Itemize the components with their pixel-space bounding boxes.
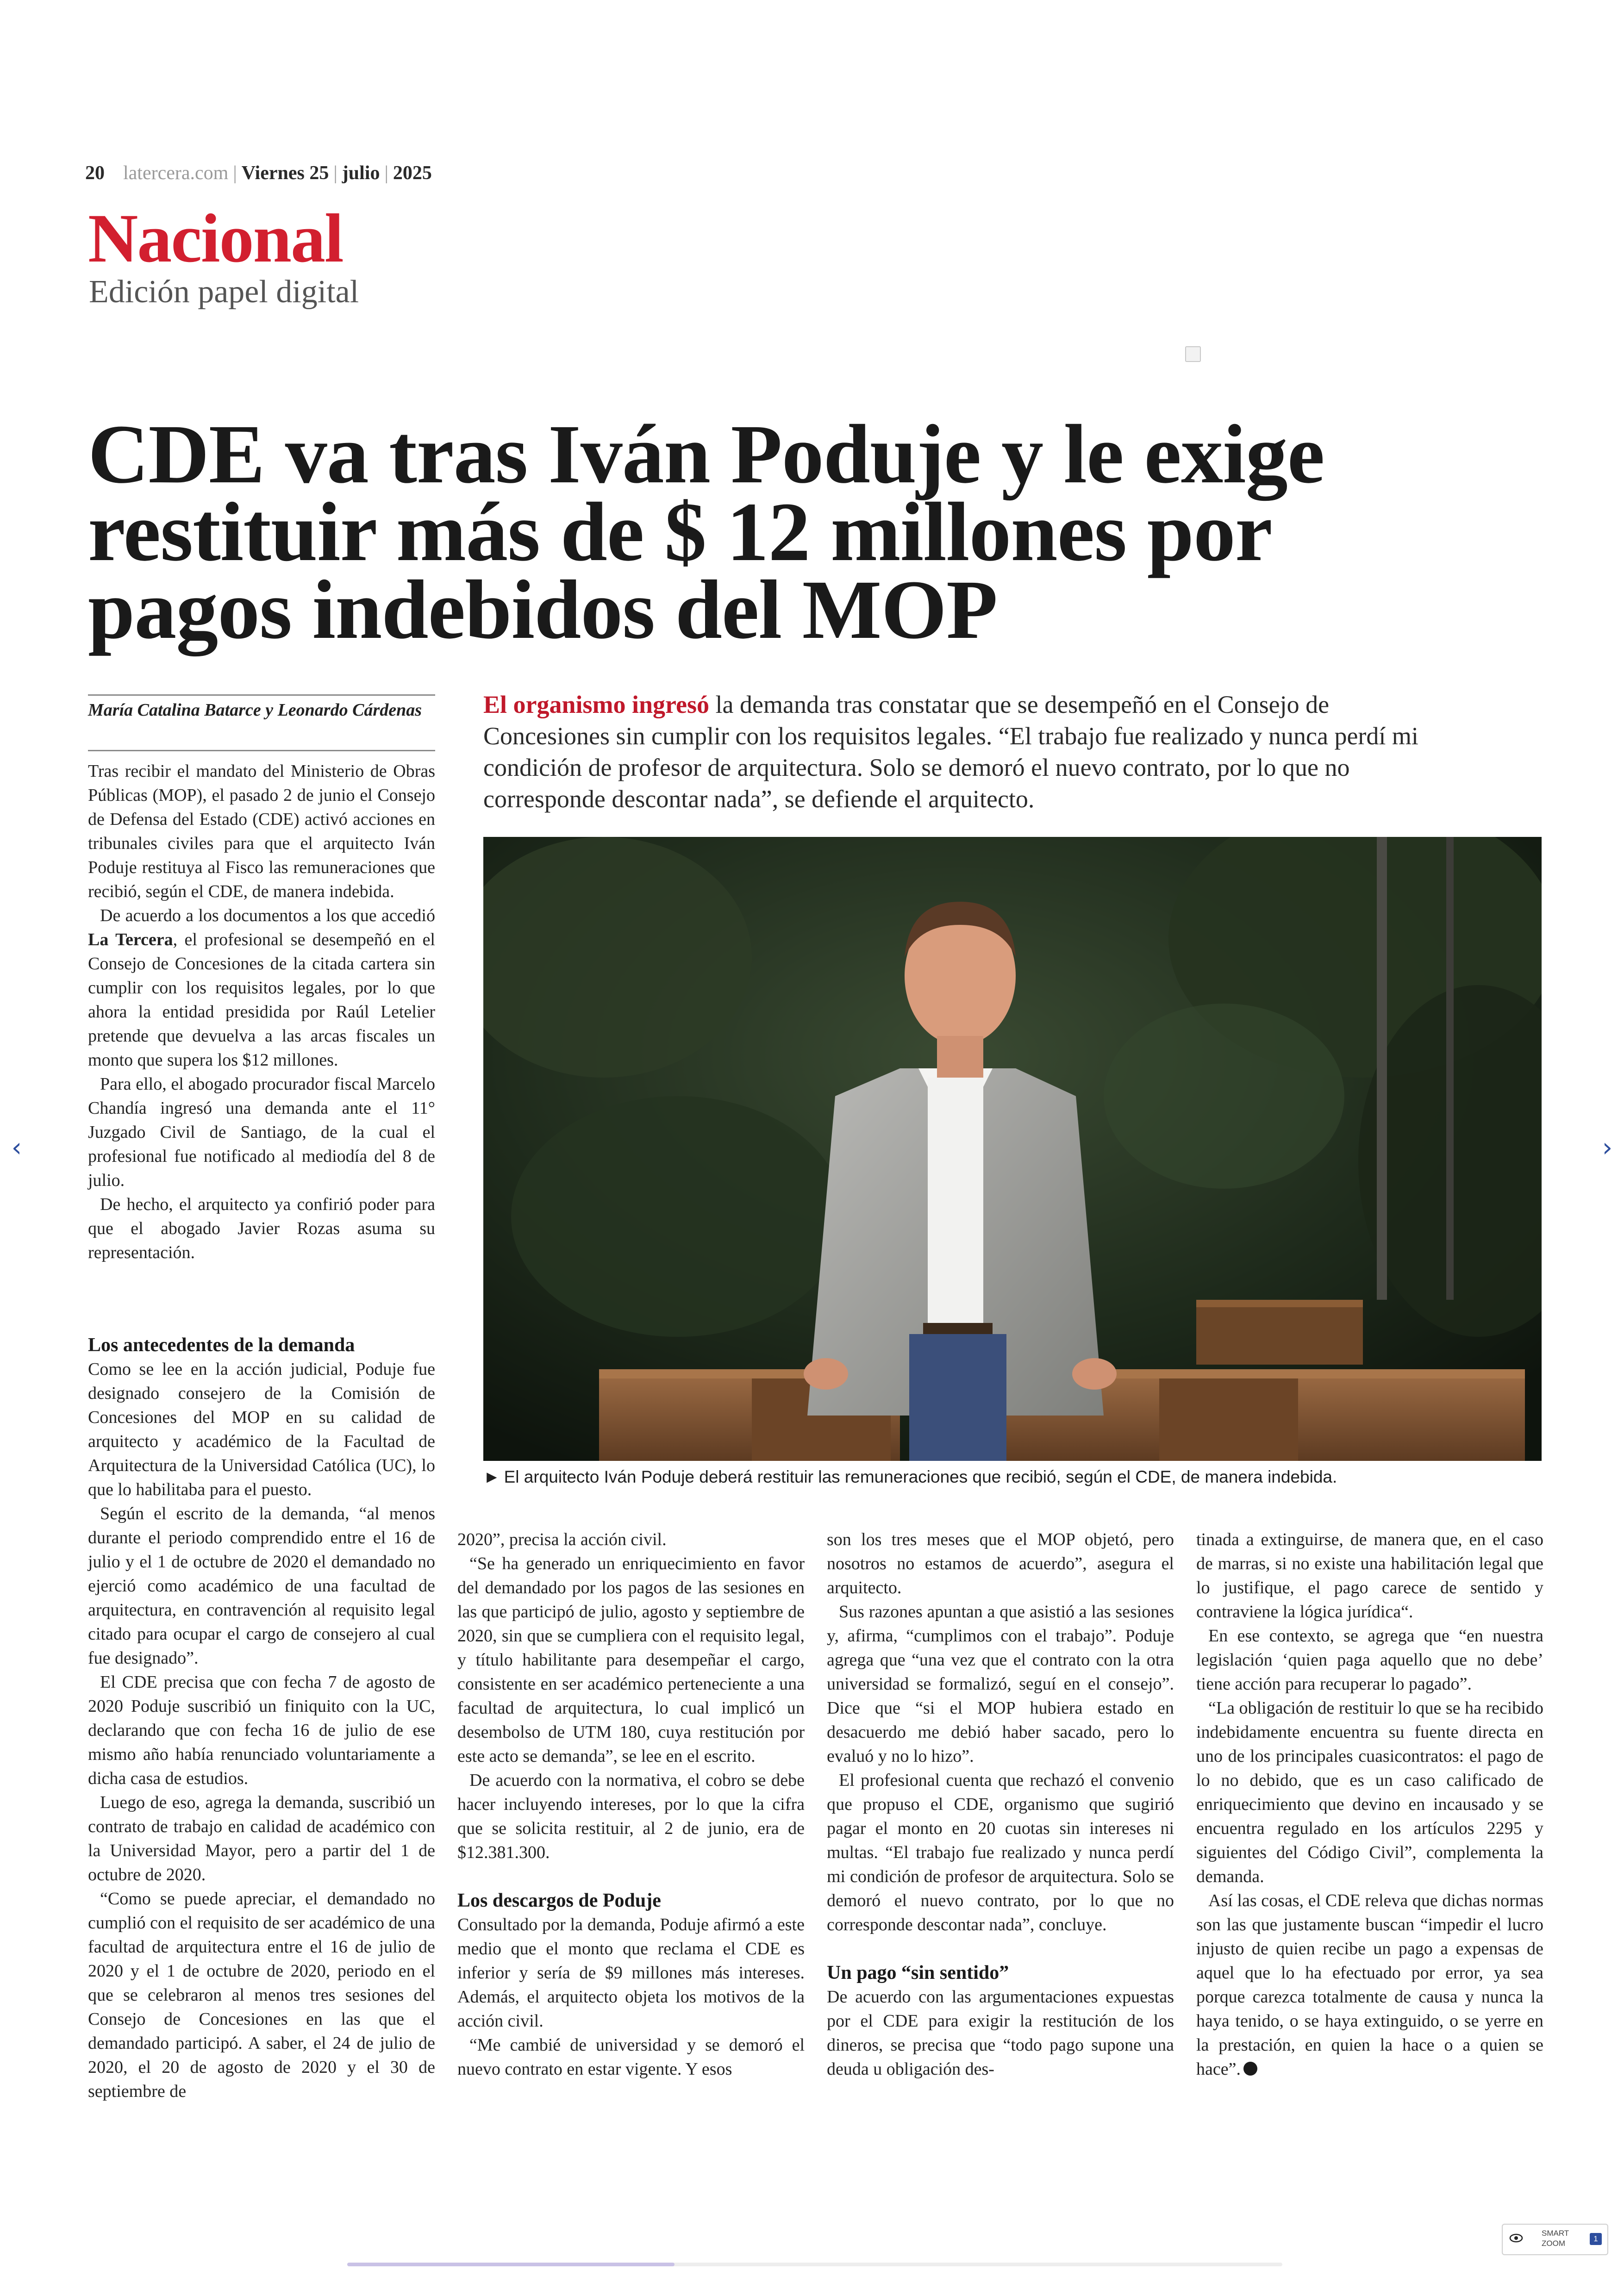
paragraph: “La obligación de restituir lo que se ha recibido indebidamente encuentra su fuente directa en uno de los principales cuasicontratos: el pago de lo no debido, que es un caso calificado de enriquecimiento que devino en incausado y se encuentra regulado en los artículos 2295 y siguientes del Código Civil”, complementa la demanda. <box>1196 1698 1543 1886</box>
paragraph: De hecho, el arquitecto ya confirió poder para que el abogado Javier Rozas asuma su representación. <box>88 1195 435 1262</box>
chevron-left-icon: ‹ <box>11 1133 22 1163</box>
paragraph: 2020”, precisa la acción civil. <box>457 1530 667 1549</box>
paragraph <box>1196 1889 1543 2081</box>
paragraph <box>88 904 435 1072</box>
eye-icon <box>1509 2231 1523 2245</box>
paragraph: Tras recibir el mandato del Ministerio de Obras Públicas (MOP), el pasado 2 de junio el Consejo de Defensa del Estado (CDE) activó acciones en tribunales civiles para que el arquitecto Iván Poduje restituya al Fisco las remuneraciones que recibió, según el CDE, de manera indebida. <box>88 761 435 901</box>
page-marker-icon[interactable] <box>1185 346 1201 362</box>
paragraph: “Como se puede apreciar, el demandado no cumplió con el requisito de ser académico de una facultad de arquitectura entre el 16 de julio de 2020 y el 1 de octubre de 2020, periodo en el que se celebraron al menos tres sesiones del Consejo de Concesiones en las que el demandado participó. A saber, el 24 de julio de 2020, el 20 de agosto de 2020 y el 30 de septiembre de <box>88 1889 435 2101</box>
paragraph: El profesional cuenta que rechazó el convenio que propuso el CDE, organismo que sugirió pagar el monto en 20 cuotas sin intereses ni multas. “El trabajo fue realizado y nunca perdí mi condición de profesor de arquitectura. Solo se demoró el nuevo contrato, por lo que no corresponde descontar nada”, concluye. <box>827 1771 1174 1934</box>
byline-rule-top <box>88 694 435 696</box>
section-title: Nacional <box>88 200 343 277</box>
article-photo <box>483 837 1542 1461</box>
paragraph: son los tres meses que el MOP objetó, pero nosotros no estamos de acuerdo”, asegura el arquitecto. <box>827 1530 1174 1597</box>
smart-zoom-label: SMART ZOOM <box>1542 2229 1569 2248</box>
page-folio <box>85 162 432 184</box>
byline: María Catalina Batarce y Leonardo Cárdenas <box>88 700 422 720</box>
paragraph: Como se lee en la acción judicial, Poduje fue designado consejero de la Comisión de Concesiones del MOP en su calidad de arquitecto y académico de la Facultad de Arquitectura de la Universidad Católica (UC), lo que lo habilitaba para el puesto. <box>88 1360 435 1499</box>
column-1-bottom <box>88 1333 435 2103</box>
column-1-top <box>88 759 435 1265</box>
paragraph: Sus razones apuntan a que asistió a las sesiones y, afirma, “cumplimos con el trabajo”. Poduje agrega que “una vez que el contrato con la otra universidad se formalizó, seguí en el consejo”. Dice que “si el MOP hubiera estado en desacuerdo me debió haber sacado, pero lo evaluó y no lo hizo”. <box>827 1602 1174 1766</box>
photo-caption <box>483 1466 1543 1488</box>
caption-text: El arquitecto Iván Poduje deberá restituir las remuneraciones que recibió, según el CDE, de manera indebida. <box>504 1467 1337 1486</box>
paragraph: Para ello, el abogado procurador fiscal Marcelo Chandía ingresó una demanda ante el 11° Juzgado Civil de Santiago, de la cual el profesional fue notificado al mediodía del 8 de julio. <box>88 1074 435 1190</box>
date-day: Viernes 25 <box>241 162 329 184</box>
paragraph: Según el escrito de la demanda, “al menos durante el periodo comprendido entre el 16 de julio y el 1 de octubre de 2020 el demandado no ejerció como académico de una facultad de arquitectura, en contravención al requisito legal citado para ocupar el cargo de consejero al cual fue designado”. <box>88 1504 435 1668</box>
next-page-button[interactable] <box>1593 1129 1621 1166</box>
column-3 <box>827 1528 1174 2081</box>
headline: CDE va tras Iván Poduje y le exige restituir más de $ 12 millones por pagos indebidos del MOP <box>88 408 1324 656</box>
paragraph: “Se ha generado un enriquecimiento en favor del demandado por los pagos de las sesiones en las que participó de julio, agosto y septiembre de 2020, sin que se cumpliera con el requisito legal, y título habilitante para desempeñar el cargo, consistente en ser académico perteneciente a una facultad de arquitectura, lo cual implicó un desembolso de UTM 180, cuya restitución por este acto se demanda”, se lee en el escrito. <box>457 1554 805 1766</box>
scroll-progress-fill <box>347 2263 675 2266</box>
paragraph: De acuerdo con las argumentaciones expuestas por el CDE para exigir la restitución de los dineros, se precisa que “todo pago supone una deuda u obligación des- <box>827 1987 1174 2079</box>
paragraph: Consultado por la demanda, Poduje afirmó a este medio que el monto que reclama el CDE es inferior y sería de $9 millones más intereses. Además, el arquitecto objeta los motivos de la acción civil. <box>457 1915 805 2031</box>
divider: | <box>233 162 237 184</box>
byline-rule-bottom <box>88 750 435 751</box>
portrait-illustration <box>483 837 1542 1461</box>
paragraph-text: Así las cosas, el CDE releva que dichas normas son las que justamente buscan “impedir el lucro injusto de quien recibe un pago a expensas de aquel que lo ha efectuado por error, ya sea porque carezca totalmente de causa y nunca la haya tenido, o se haya extinguido, o se yerre en la prestación, en quien la hace o a quien se hace”. <box>1196 1891 1543 2079</box>
paragraph-text: De acuerdo a los documentos a los que accedió <box>100 906 435 925</box>
paragraph-text: , el profesional se desempeñó en el Consejo de Concesiones de la citada cartera sin cumplir con los requisitos legales, por lo que ahora la entidad presidida por Raúl Letelier pretende que devuelva a las arcas fiscales un monto que supera los $12 millones. <box>88 930 435 1070</box>
date-month: julio <box>342 162 380 184</box>
lead-highlight: El organismo ingresó <box>483 691 710 718</box>
publication-name: La Tercera <box>88 930 173 949</box>
end-of-article-icon <box>1243 2062 1257 2076</box>
edition-label: Edición papel digital <box>89 274 359 310</box>
smart-zoom-badge: 1 <box>1590 2233 1602 2245</box>
prev-page-button[interactable] <box>3 1129 31 1166</box>
subheading: Los antecedentes de la demanda <box>88 1335 355 1356</box>
paragraph: tinada a extinguirse, de manera que, en el caso de marras, si no existe una habilitación legal que lo justifique, el pago carece de sentido y contraviene la lógica jurídica“. <box>1196 1530 1543 1621</box>
date-year: 2025 <box>393 162 432 184</box>
paragraph: En ese contexto, se agrega que “en nuestra legislación ‘quien paga aquello que no debe’ tiene acción para recuperar lo pagado”. <box>1196 1626 1543 1694</box>
caption-triangle-icon: ► <box>483 1467 500 1486</box>
divider: | <box>384 162 388 184</box>
column-4 <box>1196 1528 1543 2081</box>
column-2 <box>457 1528 805 2081</box>
subheading: Un pago “sin sentido” <box>827 1962 1009 1983</box>
paragraph: De acuerdo con la normativa, el cobro se debe hacer incluyendo intereses, por lo que la cifra que se solicita restituir, al 2 de junio, era de $12.381.300. <box>457 1771 805 1862</box>
site-name: latercera.com <box>123 162 229 184</box>
paragraph: “Me cambié de universidad y se demoró el nuevo contrato en estar vigente. Y esos <box>457 2035 805 2079</box>
lead-text: la demanda tras constatar que se desempeñó en el Consejo de Concesiones sin cumplir con los requisitos legales. “El trabajo fue realizado y nunca perdí mi condición de profesor de arquitectura. Solo se demoró el nuevo contrato, por lo que no corresponde descontar nada”, se defiende el arquitecto. <box>483 691 1418 813</box>
chevron-right-icon: › <box>1602 1133 1613 1163</box>
smart-zoom-button[interactable] <box>1502 2224 1608 2255</box>
paragraph: El CDE precisa que con fecha 7 de agosto de 2020 Poduje suscribió un finiquito con la UC, declarando que con fecha 16 de julio de ese mismo año había renunciado voluntariamente a dicha casa de estudios. <box>88 1672 435 1788</box>
subheading: Los descargos de Poduje <box>457 1890 661 1911</box>
lead-paragraph <box>483 689 1428 815</box>
page-number: 20 <box>85 162 105 184</box>
paragraph: Luego de eso, agrega la demanda, suscribió un contrato de trabajo en calidad de académico con la Universidad Mayor, pero a partir del 1 de octubre de 2020. <box>88 1793 435 1884</box>
divider: | <box>333 162 337 184</box>
